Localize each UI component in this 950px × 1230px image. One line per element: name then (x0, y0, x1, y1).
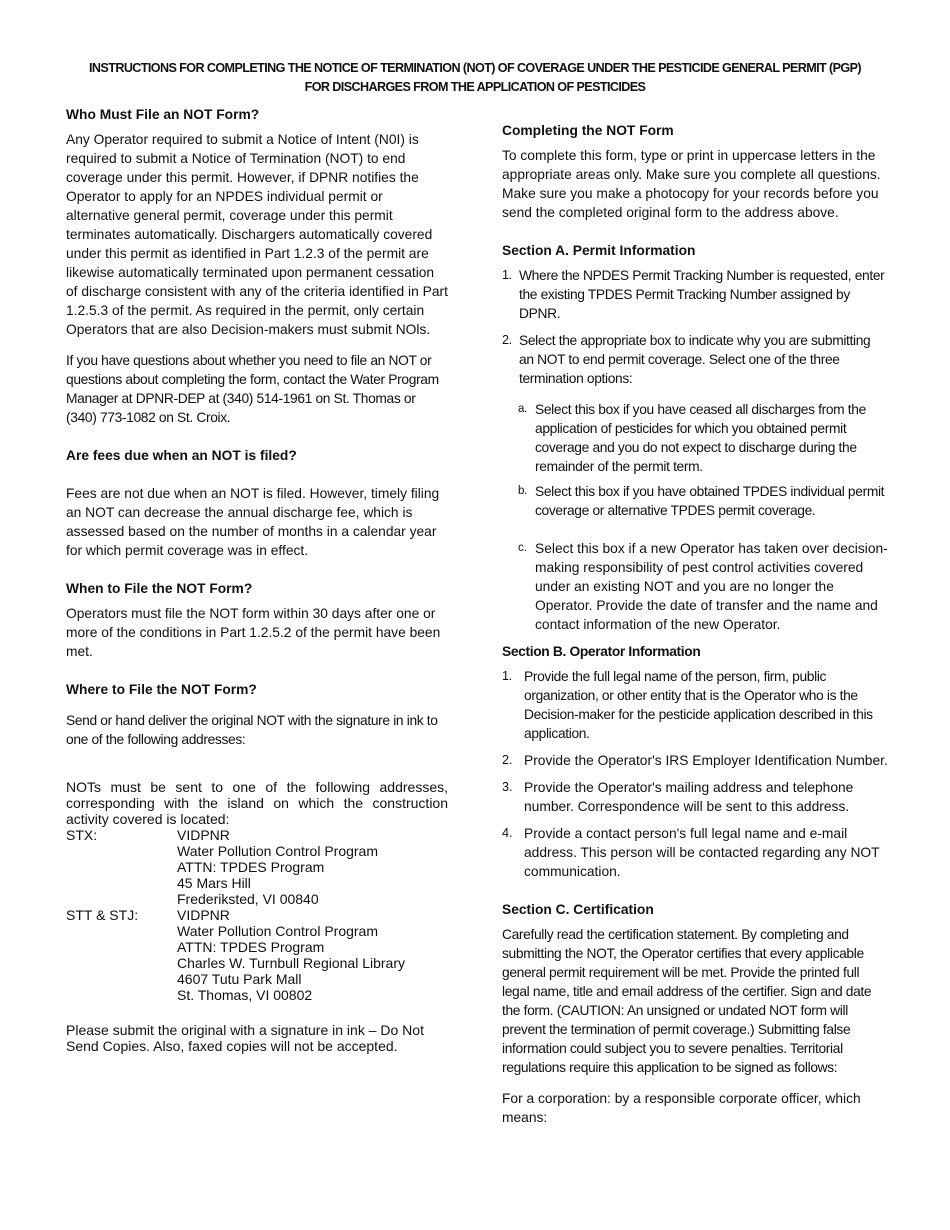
section-a-heading: Section A. Permit Information (502, 243, 696, 258)
operator-item (502, 824, 888, 881)
item-text: Provide a contact person's full legal name and e-mail address. This person will be contacted regarding any NOT communication. (524, 826, 880, 879)
item-text: Select the appropriate box to indicate why you are submitting an NOT to end permit coverage. Select one of the three termination options: (519, 333, 871, 386)
stt-line: 4607 Tutu Park Mall (177, 971, 302, 987)
operator-item (502, 667, 888, 743)
stt-address (66, 907, 448, 1003)
item-number: 4. (502, 826, 513, 840)
when-paragraph: Operators must file the NOT form within 30 days after one or more of the conditions in Part 1.2.5.2 of the permit have been met. (66, 606, 441, 659)
questions-paragraph: If you have questions about whether you need to file an NOT or questions about completing the form, contact the Water Program Manager at DPNR-DEP at (340) 514-1961 on St. Thomas or (340) 773-1082 on St. Croix. (66, 353, 439, 425)
section-b-heading: Section B. Operator Information (502, 644, 701, 659)
left-column (66, 105, 448, 1054)
item-number: 1. (502, 268, 512, 282)
item-text: Where the NPDES Permit Tracking Number is requested, enter the existing TPDES Permit Tracking Number assigned by DPNR. (519, 268, 885, 321)
stt-line: VIDPNR (177, 907, 230, 923)
operator-item (502, 751, 888, 770)
operator-item (502, 778, 888, 816)
stx-line: VIDPNR (177, 827, 230, 843)
completing-heading: Completing the NOT Form (502, 123, 674, 138)
item-number: 1. (502, 669, 512, 683)
stt-line: ATTN: TPDES Program (177, 939, 325, 955)
item-number: 2. (502, 333, 512, 347)
item-text: Provide the Operator's mailing address and telephone number. Correspondence will be sent to this address. (524, 780, 854, 814)
stt-label: STT & STJ: (66, 907, 139, 923)
stt-line: Charles W. Turnbull Regional Library (177, 955, 405, 971)
right-column (502, 121, 888, 1127)
where-paragraph: Send or hand deliver the original NOT with the signature in ink to one of the following addresses: (66, 713, 438, 747)
termination-option (518, 400, 888, 476)
addresses-intro: NOTs must be sent to one of the following addresses, corresponding with the island on which the construction activity covered is located: (66, 779, 448, 827)
termination-option (518, 482, 888, 520)
item-number: 3. (502, 780, 513, 794)
who-heading: Who Must File an NOT Form? (66, 107, 260, 122)
option-text: Select this box if you have obtained TPDES individual permit coverage or alternative TPDES permit coverage. (535, 484, 885, 518)
corporation-paragraph: For a corporation: by a responsible corporate officer, which means: (502, 1091, 861, 1125)
option-text: Select this box if you have ceased all discharges from the application of pesticides for which you obtained permit coverage and you do not expect to discharge during the remainder of the permit term. (535, 402, 866, 474)
who-paragraph: Any Operator required to submit a Notice of Intent (N0I) is required to submit a Notice of Termination (NOT) to end coverage under this permit. However, if DPNR notifies the Operator to apply for an NPDES individual permit or alternative general permit, coverage under this permit terminates automatically. Dischargers automatically covered under this permit as identified in Part 1.2.3 of the permit are likewise automatically terminated upon permanent cessation of discharge consistent with any of the criteria identified in Part 1.2.5.3 of the permit. As required in the permit, only certain Operators that are also Decision-makers must submit NOls. (66, 132, 448, 337)
option-letter: a. (518, 403, 527, 415)
option-text: Select this box if a new Operator has taken over decision-making responsibility of pest control activities covered under an existing NOT and you are no longer the Operator. Provide the date of transfer and the name and contact information of the new Operator. (535, 541, 888, 632)
option-letter: c. (518, 542, 527, 554)
termination-option (518, 539, 888, 634)
section-a-item (502, 331, 888, 388)
certification-paragraph: Carefully read the certification statement. By completing and submitting the NOT, the Operator certifies that every applicable general permit requirement will be met. Provide the printed full legal name, title and email address of the certifier. Sign and date the form. (CAUTION: An unsigned or undated NOT form will prevent the termination of permit coverage.) Submitting false information could subject you to severe penalties. Territorial regulations require this application to be signed as follows: (502, 927, 872, 1075)
where-heading: Where to File the NOT Form? (66, 682, 257, 697)
option-letter: b. (518, 485, 527, 497)
stx-label: STX: (66, 827, 98, 843)
fees-heading: Are fees due when an NOT is filed? (66, 448, 297, 463)
section-c-heading: Section C. Certification (502, 902, 654, 917)
stx-line: Frederiksted, VI 00840 (177, 891, 319, 907)
item-number: 2. (502, 753, 513, 767)
stx-line: Water Pollution Control Program (177, 843, 379, 859)
when-heading: When to File the NOT Form? (66, 581, 253, 596)
fees-paragraph: Fees are not due when an NOT is filed. However, timely filing an NOT can decrease the annual discharge fee, which is assessed based on the number of months in a calendar year for which permit coverage was in effect. (66, 486, 440, 558)
item-text: Provide the full legal name of the person, firm, public organization, or other entity that is the Operator who is the Decision-maker for the pesticide application described in this application. (524, 669, 873, 741)
stx-address (66, 827, 448, 907)
stt-line: St. Thomas, VI 00802 (177, 987, 313, 1003)
item-text: Provide the Operator's IRS Employer Identification Number. (524, 753, 888, 768)
page-title: INSTRUCTIONS FOR COMPLETING THE NOTICE OF TERMINATION (NOT) OF COVERAGE UNDER THE PESTICIDE GENERAL PERMIT (PGP) FOR DISCHARGES FROM THE APPLICATION OF PESTICIDES (89, 61, 861, 94)
submit-original-note: Please submit the original with a signature in ink – Do Not Send Copies. Also, faxed copies will not be accepted. (66, 1022, 424, 1054)
completing-paragraph: To complete this form, type or print in uppercase letters in the appropriate areas only. Make sure you complete all questions. Make sure you make a photocopy for your records before you send the completed original form to the address above. (502, 148, 881, 220)
stt-line: Water Pollution Control Program (177, 923, 379, 939)
section-a-item (502, 266, 888, 323)
stx-line: 45 Mars Hill (177, 875, 251, 891)
stx-line: ATTN: TPDES Program (177, 859, 325, 875)
